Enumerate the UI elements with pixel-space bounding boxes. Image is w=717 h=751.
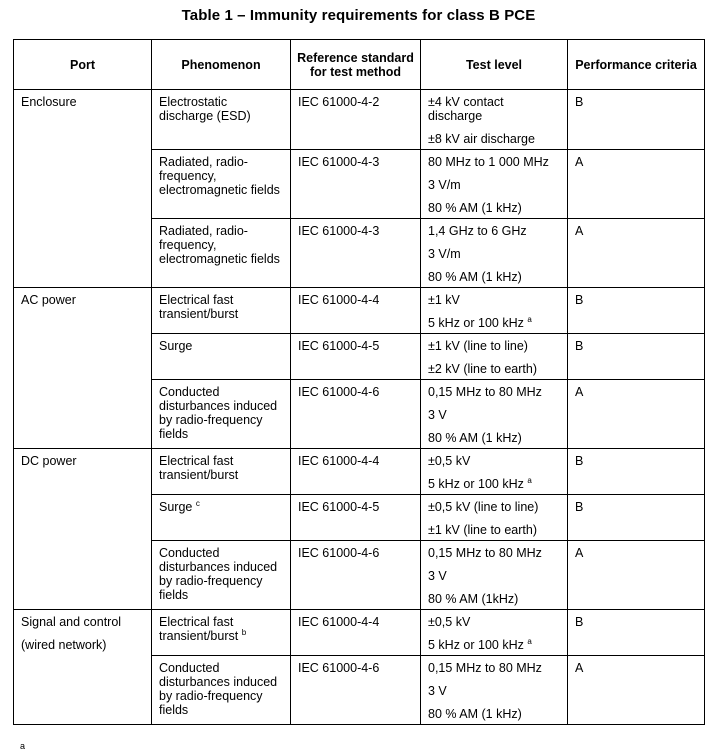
test-level-text: 3 V/m bbox=[428, 178, 461, 192]
test-level-cell bbox=[421, 219, 568, 288]
standard-cell: IEC 61000-4-2 bbox=[291, 90, 421, 150]
test-level-line bbox=[428, 477, 560, 491]
criteria-cell: B bbox=[568, 449, 705, 495]
phenomenon-text: Radiated, radio-frequency, electromagnetic fields bbox=[159, 155, 280, 197]
test-level-text: 80 % AM (1kHz) bbox=[428, 592, 519, 606]
table-body bbox=[14, 90, 705, 725]
test-level-cell bbox=[421, 610, 568, 656]
table-row bbox=[14, 288, 705, 334]
test-level-cell bbox=[421, 541, 568, 610]
criteria-cell: A bbox=[568, 656, 705, 725]
phenomenon-text: Electrostatic discharge (ESD) bbox=[159, 95, 251, 123]
test-level-text: 80 MHz to 1 000 MHz bbox=[428, 155, 549, 169]
test-level-line bbox=[428, 684, 560, 698]
criteria-cell: B bbox=[568, 610, 705, 656]
phenomenon-text: Electrical fast transient/burst bbox=[159, 454, 239, 482]
test-level-line bbox=[428, 661, 560, 675]
test-level-text: 3 V/m bbox=[428, 247, 461, 261]
test-level-line bbox=[428, 201, 560, 215]
standard-cell: IEC 61000-4-6 bbox=[291, 656, 421, 725]
phenomenon-cell bbox=[152, 495, 291, 541]
test-level-line bbox=[428, 316, 560, 330]
test-level-cell bbox=[421, 449, 568, 495]
test-level-cell bbox=[421, 90, 568, 150]
header-row bbox=[14, 40, 705, 90]
criteria-cell: A bbox=[568, 541, 705, 610]
test-level-text: 80 % AM (1 kHz) bbox=[428, 201, 522, 215]
standard-cell: IEC 61000-4-4 bbox=[291, 449, 421, 495]
table-title: Table 1 – Immunity requirements for class B PCE bbox=[181, 7, 536, 24]
criteria-cell: B bbox=[568, 495, 705, 541]
test-level-cell bbox=[421, 334, 568, 380]
immunity-table bbox=[13, 39, 705, 725]
standard-cell: IEC 61000-4-3 bbox=[291, 150, 421, 219]
test-level-text: 3 V bbox=[428, 408, 447, 422]
port-label: DC power bbox=[21, 454, 77, 468]
table-row bbox=[14, 449, 705, 495]
table-row bbox=[14, 90, 705, 150]
test-level-line bbox=[428, 270, 560, 284]
test-level-cell bbox=[421, 656, 568, 725]
test-level-line bbox=[428, 523, 560, 537]
phenomenon-cell bbox=[152, 334, 291, 380]
test-level-text: 3 V bbox=[428, 569, 447, 583]
phenomenon-text: Conducted disturbances induced by radio-frequency fields bbox=[159, 385, 278, 441]
test-level-text: ±8 kV air discharge bbox=[428, 132, 535, 146]
port-cell bbox=[14, 449, 152, 610]
phenomenon-cell bbox=[152, 90, 291, 150]
test-level-text: ±0,5 kV (line to line) bbox=[428, 500, 539, 514]
test-level-line bbox=[428, 569, 560, 583]
test-level-text: ±0,5 kV bbox=[428, 454, 471, 468]
port-label: AC power bbox=[21, 293, 76, 307]
phenomenon-cell bbox=[152, 288, 291, 334]
header-reference-standard: Reference standard for test method bbox=[291, 40, 421, 90]
port-label: Enclosure bbox=[21, 95, 77, 109]
standard-cell: IEC 61000-4-4 bbox=[291, 610, 421, 656]
footnote-mark: a bbox=[20, 741, 26, 751]
test-level-text: 80 % AM (1 kHz) bbox=[428, 270, 522, 284]
footnote-ref: b bbox=[241, 628, 247, 637]
test-level-cell bbox=[421, 495, 568, 541]
phenomenon-text: Electrical fast transient/burst bbox=[159, 293, 239, 321]
footnote-ref: a bbox=[527, 637, 532, 646]
test-level-line bbox=[428, 500, 560, 514]
test-level-line bbox=[428, 224, 560, 238]
test-level-text: ±1 kV bbox=[428, 293, 460, 307]
standard-cell: IEC 61000-4-6 bbox=[291, 380, 421, 449]
test-level-text: ±1 kV (line to earth) bbox=[428, 523, 537, 537]
test-level-text: 80 % AM (1 kHz) bbox=[428, 431, 522, 445]
phenomenon-cell bbox=[152, 150, 291, 219]
test-level-text: 1,4 GHz to 6 GHz bbox=[428, 224, 527, 238]
test-level-text: 5 kHz or 100 kHz bbox=[428, 477, 524, 491]
test-level-text: ±4 kV contact discharge bbox=[428, 95, 504, 123]
test-level-line bbox=[428, 707, 560, 721]
test-level-line bbox=[428, 385, 560, 399]
test-level-line bbox=[428, 431, 560, 445]
test-level-text: 5 kHz or 100 kHz bbox=[428, 316, 524, 330]
phenomenon-cell bbox=[152, 656, 291, 725]
port-cell bbox=[14, 610, 152, 725]
test-level-text: 0,15 MHz to 80 MHz bbox=[428, 385, 542, 399]
port-cell bbox=[14, 288, 152, 449]
test-level-text: ±0,5 kV bbox=[428, 615, 471, 629]
criteria-cell: B bbox=[568, 90, 705, 150]
phenomenon-text: Surge bbox=[159, 500, 193, 514]
table-row bbox=[14, 610, 705, 656]
test-level-text: 80 % AM (1 kHz) bbox=[428, 707, 522, 721]
header-performance-criteria: Performance criteria bbox=[568, 40, 705, 90]
phenomenon-text: Surge bbox=[159, 339, 193, 353]
standard-cell: IEC 61000-4-6 bbox=[291, 541, 421, 610]
phenomenon-text: Radiated, radio-frequency, electromagnetic fields bbox=[159, 224, 280, 266]
phenomenon-text: Conducted disturbances induced by radio-frequency fields bbox=[159, 546, 278, 602]
test-level-text: 5 kHz or 100 kHz bbox=[428, 638, 524, 652]
phenomenon-cell bbox=[152, 380, 291, 449]
test-level-cell bbox=[421, 150, 568, 219]
standard-cell: IEC 61000-4-5 bbox=[291, 495, 421, 541]
table-header bbox=[14, 40, 705, 90]
test-level-line bbox=[428, 592, 560, 606]
standard-cell: IEC 61000-4-3 bbox=[291, 219, 421, 288]
criteria-cell: A bbox=[568, 219, 705, 288]
footnote-ref: a bbox=[527, 315, 532, 324]
port-label: Signal and control bbox=[21, 615, 122, 629]
criteria-cell: A bbox=[568, 150, 705, 219]
footnote-ref: a bbox=[527, 476, 532, 485]
header-test-level: Test level bbox=[421, 40, 568, 90]
test-level-line bbox=[428, 454, 560, 468]
test-level-line bbox=[428, 132, 560, 146]
test-level-line bbox=[428, 95, 560, 123]
test-level-line bbox=[428, 293, 560, 307]
phenomenon-cell bbox=[152, 610, 291, 656]
criteria-cell: B bbox=[568, 334, 705, 380]
test-level-line bbox=[428, 615, 560, 629]
test-level-text: 0,15 MHz to 80 MHz bbox=[428, 546, 542, 560]
test-level-text: 0,15 MHz to 80 MHz bbox=[428, 661, 542, 675]
phenomenon-cell bbox=[152, 541, 291, 610]
test-level-text: ±2 kV (line to earth) bbox=[428, 362, 537, 376]
test-level-line bbox=[428, 178, 560, 192]
test-level-line bbox=[428, 155, 560, 169]
phenomenon-cell bbox=[152, 219, 291, 288]
test-level-line bbox=[428, 362, 560, 376]
port-label: (wired network) bbox=[21, 638, 107, 652]
footnote-ref: c bbox=[195, 499, 200, 508]
standard-cell: IEC 61000-4-5 bbox=[291, 334, 421, 380]
criteria-cell: A bbox=[568, 380, 705, 449]
test-level-line bbox=[428, 408, 560, 422]
criteria-cell: B bbox=[568, 288, 705, 334]
header-phenomenon: Phenomenon bbox=[152, 40, 291, 90]
test-level-line bbox=[428, 247, 560, 261]
test-level-cell bbox=[421, 380, 568, 449]
phenomenon-text: Electrical fast transient/burst bbox=[159, 615, 239, 643]
test-level-line bbox=[428, 546, 560, 560]
phenomenon-cell bbox=[152, 449, 291, 495]
test-level-line bbox=[428, 339, 560, 353]
test-level-text: ±1 kV (line to line) bbox=[428, 339, 528, 353]
test-level-cell bbox=[421, 288, 568, 334]
port-cell bbox=[14, 90, 152, 288]
test-level-text: 3 V bbox=[428, 684, 447, 698]
phenomenon-text: Conducted disturbances induced by radio-frequency fields bbox=[159, 661, 278, 717]
test-level-line bbox=[428, 638, 560, 652]
header-port: Port bbox=[14, 40, 152, 90]
standard-cell: IEC 61000-4-4 bbox=[291, 288, 421, 334]
